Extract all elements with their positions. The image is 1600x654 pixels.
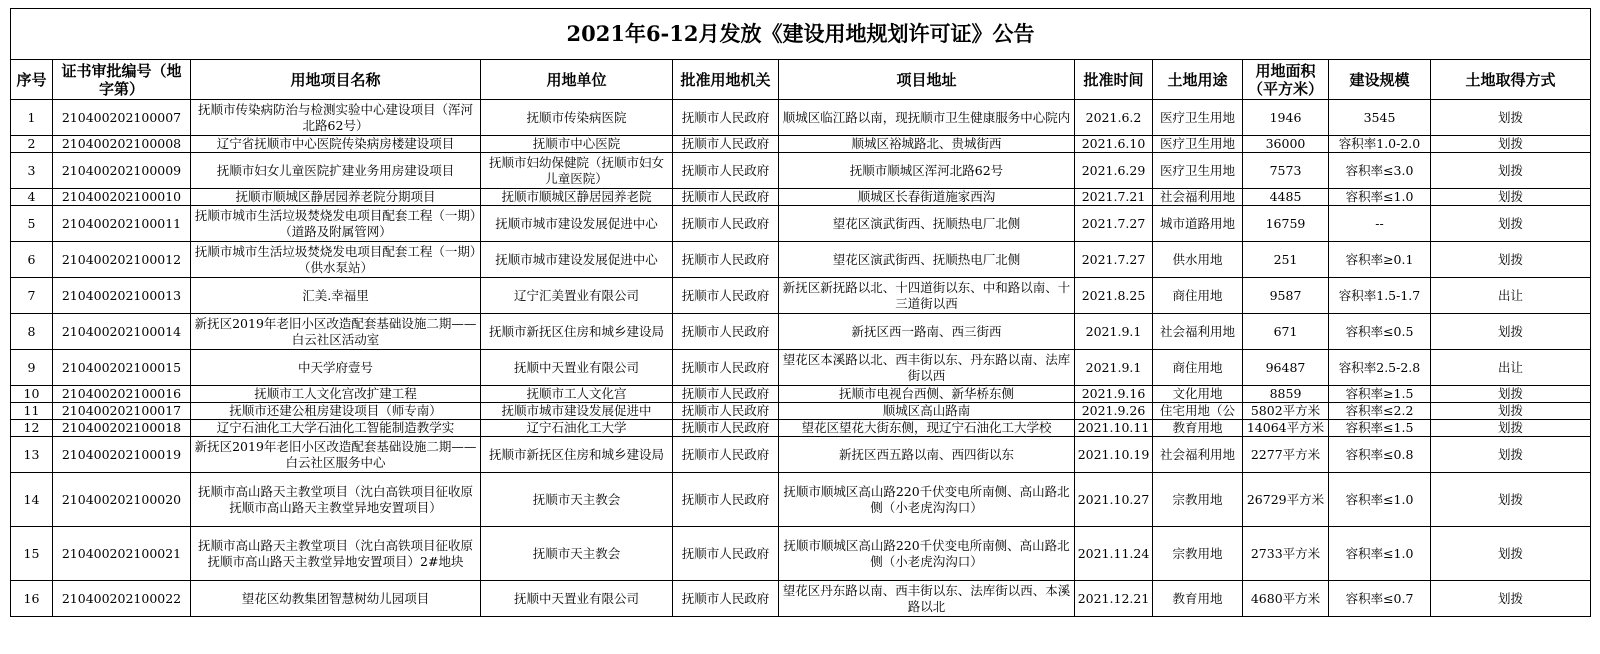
col-index-cell: 3 bbox=[11, 153, 53, 189]
col-construction-scale-header: 建设规模 bbox=[1329, 60, 1431, 100]
col-index-cell: 5 bbox=[11, 206, 53, 242]
col-acquisition-method-header: 土地取得方式 bbox=[1431, 60, 1591, 100]
col-index-cell: 13 bbox=[11, 437, 53, 473]
col-project-address-cell: 抚顺市电视台西侧、新华桥东侧 bbox=[779, 386, 1075, 403]
table-row bbox=[11, 350, 1591, 386]
col-land-use-cell: 商住用地 bbox=[1153, 278, 1243, 314]
col-permit-number-cell: 210400202100012 bbox=[53, 242, 191, 278]
col-approval-date-cell: 2021.6.2 bbox=[1075, 100, 1153, 136]
col-acquisition-method-cell: 划拨 bbox=[1431, 242, 1591, 278]
col-index-cell: 10 bbox=[11, 386, 53, 403]
col-acquisition-method-cell: 划拨 bbox=[1431, 153, 1591, 189]
col-index-cell: 8 bbox=[11, 314, 53, 350]
col-permit-number-cell: 210400202100017 bbox=[53, 403, 191, 420]
col-approval-date-cell: 2021.10.11 bbox=[1075, 420, 1153, 437]
col-permit-number-cell: 210400202100009 bbox=[53, 153, 191, 189]
col-acquisition-method-cell: 划拨 bbox=[1431, 527, 1591, 581]
col-approval-authority-cell: 抚顺市人民政府 bbox=[673, 527, 779, 581]
col-land-area-cell: 671 bbox=[1243, 314, 1329, 350]
col-land-area-cell: 8859 bbox=[1243, 386, 1329, 403]
col-index-cell: 16 bbox=[11, 581, 53, 617]
col-index-cell: 1 bbox=[11, 100, 53, 136]
col-approval-authority-cell: 抚顺市人民政府 bbox=[673, 386, 779, 403]
col-permit-number-cell: 210400202100008 bbox=[53, 136, 191, 153]
col-land-area-cell: 2277平方米 bbox=[1243, 437, 1329, 473]
table-row bbox=[11, 206, 1591, 242]
table-row bbox=[11, 278, 1591, 314]
col-approval-date-cell: 2021.9.1 bbox=[1075, 314, 1153, 350]
col-project-name-cell: 中天学府壹号 bbox=[191, 350, 481, 386]
col-construction-scale-cell: 容积率1.5-1.7 bbox=[1329, 278, 1431, 314]
col-project-name-cell: 抚顺市工人文化宫改扩建工程 bbox=[191, 386, 481, 403]
col-construction-scale-cell: 容积率≤0.8 bbox=[1329, 437, 1431, 473]
col-project-address-cell: 抚顺市顺城区浑河北路62号 bbox=[779, 153, 1075, 189]
col-land-use-cell: 社会福利用地 bbox=[1153, 314, 1243, 350]
col-approval-authority-cell: 抚顺市人民政府 bbox=[673, 314, 779, 350]
col-construction-scale-cell: 容积率≤1.5 bbox=[1329, 420, 1431, 437]
col-construction-scale-cell: 容积率≥0.1 bbox=[1329, 242, 1431, 278]
col-project-address-cell: 顺城区裕城路北、贵城街西 bbox=[779, 136, 1075, 153]
col-acquisition-method-cell: 划拨 bbox=[1431, 136, 1591, 153]
col-index-cell: 14 bbox=[11, 473, 53, 527]
col-approval-date-cell: 2021.11.24 bbox=[1075, 527, 1153, 581]
col-land-user-cell: 抚顺市传染病医院 bbox=[481, 100, 673, 136]
col-approval-authority-header: 批准用地机关 bbox=[673, 60, 779, 100]
col-project-address-cell: 望花区演武街西、抚顺热电厂北侧 bbox=[779, 242, 1075, 278]
page-title: 2021年6-12月发放《建设用地规划许可证》公告 bbox=[11, 9, 1591, 60]
col-project-name-cell: 抚顺市传染病防治与检测实验中心建设项目（浑河北路62号） bbox=[191, 100, 481, 136]
col-land-user-cell: 抚顺市新抚区住房和城乡建设局 bbox=[481, 314, 673, 350]
col-project-address-cell: 抚顺市顺城区高山路220千伏变电所南侧、高山路北侧（小老虎沟沟口） bbox=[779, 527, 1075, 581]
col-project-name-cell: 抚顺市妇女儿童医院扩建业务用房建设项目 bbox=[191, 153, 481, 189]
col-project-name-cell: 新抚区2019年老旧小区改造配套基础设施二期——白云社区服务中心 bbox=[191, 437, 481, 473]
col-approval-authority-cell: 抚顺市人民政府 bbox=[673, 437, 779, 473]
announcement-sheet bbox=[10, 8, 1590, 617]
col-index-cell: 15 bbox=[11, 527, 53, 581]
table-row bbox=[11, 242, 1591, 278]
col-land-user-cell: 抚顺市城市建设发展促进中心 bbox=[481, 242, 673, 278]
col-approval-date-cell: 2021.6.29 bbox=[1075, 153, 1153, 189]
col-permit-number-cell: 210400202100015 bbox=[53, 350, 191, 386]
col-permit-number-cell: 210400202100018 bbox=[53, 420, 191, 437]
col-land-user-cell: 抚顺市城市建设发展促进中 bbox=[481, 403, 673, 420]
col-construction-scale-cell: 容积率≤1.0 bbox=[1329, 189, 1431, 206]
col-index-cell: 4 bbox=[11, 189, 53, 206]
col-construction-scale-cell: 容积率≤0.7 bbox=[1329, 581, 1431, 617]
col-index-cell: 12 bbox=[11, 420, 53, 437]
col-approval-authority-cell: 抚顺市人民政府 bbox=[673, 581, 779, 617]
col-approval-date-cell: 2021.10.27 bbox=[1075, 473, 1153, 527]
col-project-name-cell: 抚顺市还建公租房建设项目（师专南） bbox=[191, 403, 481, 420]
col-land-use-cell: 供水用地 bbox=[1153, 242, 1243, 278]
table-row bbox=[11, 527, 1591, 581]
col-project-address-cell: 望花区演武街西、抚顺热电厂北侧 bbox=[779, 206, 1075, 242]
col-approval-authority-cell: 抚顺市人民政府 bbox=[673, 403, 779, 420]
col-construction-scale-cell: 容积率≤1.0 bbox=[1329, 473, 1431, 527]
col-land-use-cell: 住宅用地（公 bbox=[1153, 403, 1243, 420]
col-construction-scale-cell: 3545 bbox=[1329, 100, 1431, 136]
col-land-user-cell: 抚顺市城市建设发展促进中心 bbox=[481, 206, 673, 242]
col-project-name-header: 用地项目名称 bbox=[191, 60, 481, 100]
table-row bbox=[11, 403, 1591, 420]
col-land-area-header: 用地面积（平方米） bbox=[1243, 60, 1329, 100]
col-approval-date-cell: 2021.10.19 bbox=[1075, 437, 1153, 473]
col-permit-number-cell: 210400202100021 bbox=[53, 527, 191, 581]
col-land-use-cell: 医疗卫生用地 bbox=[1153, 136, 1243, 153]
col-land-use-cell: 文化用地 bbox=[1153, 386, 1243, 403]
col-land-area-cell: 26729平方米 bbox=[1243, 473, 1329, 527]
table-row bbox=[11, 153, 1591, 189]
col-land-use-cell: 宗教用地 bbox=[1153, 473, 1243, 527]
col-land-use-cell: 医疗卫生用地 bbox=[1153, 153, 1243, 189]
col-approval-date-cell: 2021.9.1 bbox=[1075, 350, 1153, 386]
col-project-address-cell: 顺城区长春街道施家西沟 bbox=[779, 189, 1075, 206]
col-permit-number-cell: 210400202100016 bbox=[53, 386, 191, 403]
col-land-user-cell: 抚顺市新抚区住房和城乡建设局 bbox=[481, 437, 673, 473]
col-permit-number-cell: 210400202100022 bbox=[53, 581, 191, 617]
col-project-name-cell: 抚顺市城市生活垃圾焚烧发电项目配套工程（一期）（道路及附属管网） bbox=[191, 206, 481, 242]
col-project-address-cell: 新抚区西一路南、西三街西 bbox=[779, 314, 1075, 350]
col-approval-authority-cell: 抚顺市人民政府 bbox=[673, 136, 779, 153]
col-acquisition-method-cell: 划拨 bbox=[1431, 206, 1591, 242]
col-project-name-cell: 抚顺市顺城区静居园养老院分期项目 bbox=[191, 189, 481, 206]
table-row bbox=[11, 100, 1591, 136]
table-body bbox=[11, 100, 1591, 617]
table-row bbox=[11, 420, 1591, 437]
col-construction-scale-cell: 容积率≥1.5 bbox=[1329, 386, 1431, 403]
col-approval-authority-cell: 抚顺市人民政府 bbox=[673, 278, 779, 314]
col-approval-date-cell: 2021.7.21 bbox=[1075, 189, 1153, 206]
col-approval-date-header: 批准时间 bbox=[1075, 60, 1153, 100]
col-land-area-cell: 14064平方米 bbox=[1243, 420, 1329, 437]
col-permit-number-cell: 210400202100014 bbox=[53, 314, 191, 350]
col-acquisition-method-cell: 划拨 bbox=[1431, 100, 1591, 136]
col-acquisition-method-cell: 划拨 bbox=[1431, 420, 1591, 437]
col-land-user-cell: 抚顺中天置业有限公司 bbox=[481, 350, 673, 386]
col-land-user-cell: 辽宁石油化工大学 bbox=[481, 420, 673, 437]
table-row bbox=[11, 473, 1591, 527]
col-acquisition-method-cell: 划拨 bbox=[1431, 189, 1591, 206]
col-acquisition-method-cell: 划拨 bbox=[1431, 386, 1591, 403]
col-project-address-cell: 望花区丹东路以南、西丰街以东、法库街以西、本溪路以北 bbox=[779, 581, 1075, 617]
col-land-user-cell: 抚顺市顺城区静居园养老院 bbox=[481, 189, 673, 206]
col-project-address-cell: 新抚区新抚路以北、十四道街以东、中和路以南、十三道街以西 bbox=[779, 278, 1075, 314]
col-index-cell: 6 bbox=[11, 242, 53, 278]
table-row bbox=[11, 314, 1591, 350]
col-land-use-cell: 城市道路用地 bbox=[1153, 206, 1243, 242]
col-project-address-header: 项目地址 bbox=[779, 60, 1075, 100]
col-project-address-cell: 顺城区高山路南 bbox=[779, 403, 1075, 420]
col-land-area-cell: 1946 bbox=[1243, 100, 1329, 136]
table-row bbox=[11, 136, 1591, 153]
col-approval-authority-cell: 抚顺市人民政府 bbox=[673, 473, 779, 527]
col-project-address-cell: 望花区本溪路以北、西丰街以东、丹东路以南、法库街以西 bbox=[779, 350, 1075, 386]
col-land-area-cell: 4680平方米 bbox=[1243, 581, 1329, 617]
col-project-address-cell: 顺城区临江路以南，现抚顺市卫生健康服务中心院内 bbox=[779, 100, 1075, 136]
col-approval-date-cell: 2021.12.21 bbox=[1075, 581, 1153, 617]
col-acquisition-method-cell: 出让 bbox=[1431, 350, 1591, 386]
col-approval-authority-cell: 抚顺市人民政府 bbox=[673, 420, 779, 437]
col-approval-authority-cell: 抚顺市人民政府 bbox=[673, 189, 779, 206]
col-permit-number-cell: 210400202100019 bbox=[53, 437, 191, 473]
col-land-user-header: 用地单位 bbox=[481, 60, 673, 100]
col-index-cell: 7 bbox=[11, 278, 53, 314]
table-row bbox=[11, 189, 1591, 206]
col-land-area-cell: 2733平方米 bbox=[1243, 527, 1329, 581]
col-land-user-cell: 抚顺中天置业有限公司 bbox=[481, 581, 673, 617]
col-land-area-cell: 5802平方米 bbox=[1243, 403, 1329, 420]
col-project-name-cell: 汇美.幸福里 bbox=[191, 278, 481, 314]
col-land-user-cell: 抚顺市妇幼保健院（抚顺市妇女儿童医院） bbox=[481, 153, 673, 189]
col-land-user-cell: 抚顺市中心医院 bbox=[481, 136, 673, 153]
col-acquisition-method-cell: 划拨 bbox=[1431, 314, 1591, 350]
col-project-name-cell: 辽宁省抚顺市中心医院传染病房楼建设项目 bbox=[191, 136, 481, 153]
col-project-name-cell: 抚顺市城市生活垃圾焚烧发电项目配套工程（一期）（供水泵站） bbox=[191, 242, 481, 278]
col-index-cell: 2 bbox=[11, 136, 53, 153]
col-approval-authority-cell: 抚顺市人民政府 bbox=[673, 100, 779, 136]
col-construction-scale-cell: 容积率≤1.0 bbox=[1329, 527, 1431, 581]
col-permit-number-cell: 210400202100011 bbox=[53, 206, 191, 242]
col-construction-scale-cell: 容积率1.0-2.0 bbox=[1329, 136, 1431, 153]
col-project-name-cell: 抚顺市高山路天主教堂项目（沈白高铁项目征收原抚顺市高山路天主教堂异地安置项目）2#地块 bbox=[191, 527, 481, 581]
col-approval-date-cell: 2021.9.16 bbox=[1075, 386, 1153, 403]
col-land-area-cell: 16759 bbox=[1243, 206, 1329, 242]
col-land-area-cell: 36000 bbox=[1243, 136, 1329, 153]
col-acquisition-method-cell: 划拨 bbox=[1431, 473, 1591, 527]
col-index-header: 序号 bbox=[11, 60, 53, 100]
col-land-use-cell: 社会福利用地 bbox=[1153, 437, 1243, 473]
col-land-user-cell: 抚顺市天主教会 bbox=[481, 527, 673, 581]
permit-table bbox=[10, 8, 1591, 617]
col-land-use-cell: 宗教用地 bbox=[1153, 527, 1243, 581]
col-acquisition-method-cell: 划拨 bbox=[1431, 581, 1591, 617]
col-project-name-cell: 望花区幼教集团智慧树幼儿园项目 bbox=[191, 581, 481, 617]
col-project-name-cell: 新抚区2019年老旧小区改造配套基础设施二期——白云社区活动室 bbox=[191, 314, 481, 350]
col-land-area-cell: 7573 bbox=[1243, 153, 1329, 189]
col-land-area-cell: 9587 bbox=[1243, 278, 1329, 314]
col-land-area-cell: 251 bbox=[1243, 242, 1329, 278]
col-permit-number-header: 证书审批编号（地字第） bbox=[53, 60, 191, 100]
col-land-use-cell: 医疗卫生用地 bbox=[1153, 100, 1243, 136]
col-permit-number-cell: 210400202100013 bbox=[53, 278, 191, 314]
col-approval-authority-cell: 抚顺市人民政府 bbox=[673, 242, 779, 278]
col-land-use-header: 土地用途 bbox=[1153, 60, 1243, 100]
col-acquisition-method-cell: 出让 bbox=[1431, 278, 1591, 314]
col-permit-number-cell: 210400202100007 bbox=[53, 100, 191, 136]
col-project-name-cell: 辽宁石油化工大学石油化工智能制造教学实 bbox=[191, 420, 481, 437]
col-approval-date-cell: 2021.6.10 bbox=[1075, 136, 1153, 153]
col-project-address-cell: 新抚区西五路以南、西四街以东 bbox=[779, 437, 1075, 473]
table-row bbox=[11, 386, 1591, 403]
col-land-use-cell: 教育用地 bbox=[1153, 581, 1243, 617]
col-construction-scale-cell: 容积率≤3.0 bbox=[1329, 153, 1431, 189]
col-land-use-cell: 商住用地 bbox=[1153, 350, 1243, 386]
table-row bbox=[11, 437, 1591, 473]
col-land-user-cell: 辽宁汇美置业有限公司 bbox=[481, 278, 673, 314]
col-land-area-cell: 4485 bbox=[1243, 189, 1329, 206]
col-index-cell: 9 bbox=[11, 350, 53, 386]
col-approval-authority-cell: 抚顺市人民政府 bbox=[673, 350, 779, 386]
col-construction-scale-cell: -- bbox=[1329, 206, 1431, 242]
col-construction-scale-cell: 容积率≤2.2 bbox=[1329, 403, 1431, 420]
col-land-use-cell: 教育用地 bbox=[1153, 420, 1243, 437]
col-acquisition-method-cell: 划拨 bbox=[1431, 403, 1591, 420]
col-project-name-cell: 抚顺市高山路天主教堂项目（沈白高铁项目征收原抚顺市高山路天主教堂异地安置项目） bbox=[191, 473, 481, 527]
col-acquisition-method-cell: 划拨 bbox=[1431, 437, 1591, 473]
col-project-address-cell: 望花区望花大街东侧，现辽宁石油化工大学校 bbox=[779, 420, 1075, 437]
col-approval-date-cell: 2021.9.26 bbox=[1075, 403, 1153, 420]
col-land-use-cell: 社会福利用地 bbox=[1153, 189, 1243, 206]
table-header-row bbox=[11, 60, 1591, 100]
col-approval-date-cell: 2021.7.27 bbox=[1075, 206, 1153, 242]
col-permit-number-cell: 210400202100010 bbox=[53, 189, 191, 206]
col-project-address-cell: 抚顺市顺城区高山路220千伏变电所南侧、高山路北侧（小老虎沟沟口） bbox=[779, 473, 1075, 527]
col-approval-date-cell: 2021.8.25 bbox=[1075, 278, 1153, 314]
col-index-cell: 11 bbox=[11, 403, 53, 420]
col-approval-date-cell: 2021.7.27 bbox=[1075, 242, 1153, 278]
col-construction-scale-cell: 容积率2.5-2.8 bbox=[1329, 350, 1431, 386]
col-permit-number-cell: 210400202100020 bbox=[53, 473, 191, 527]
col-land-area-cell: 96487 bbox=[1243, 350, 1329, 386]
col-land-user-cell: 抚顺市天主教会 bbox=[481, 473, 673, 527]
col-construction-scale-cell: 容积率≤0.5 bbox=[1329, 314, 1431, 350]
table-row bbox=[11, 581, 1591, 617]
col-land-user-cell: 抚顺市工人文化宫 bbox=[481, 386, 673, 403]
col-approval-authority-cell: 抚顺市人民政府 bbox=[673, 153, 779, 189]
col-approval-authority-cell: 抚顺市人民政府 bbox=[673, 206, 779, 242]
